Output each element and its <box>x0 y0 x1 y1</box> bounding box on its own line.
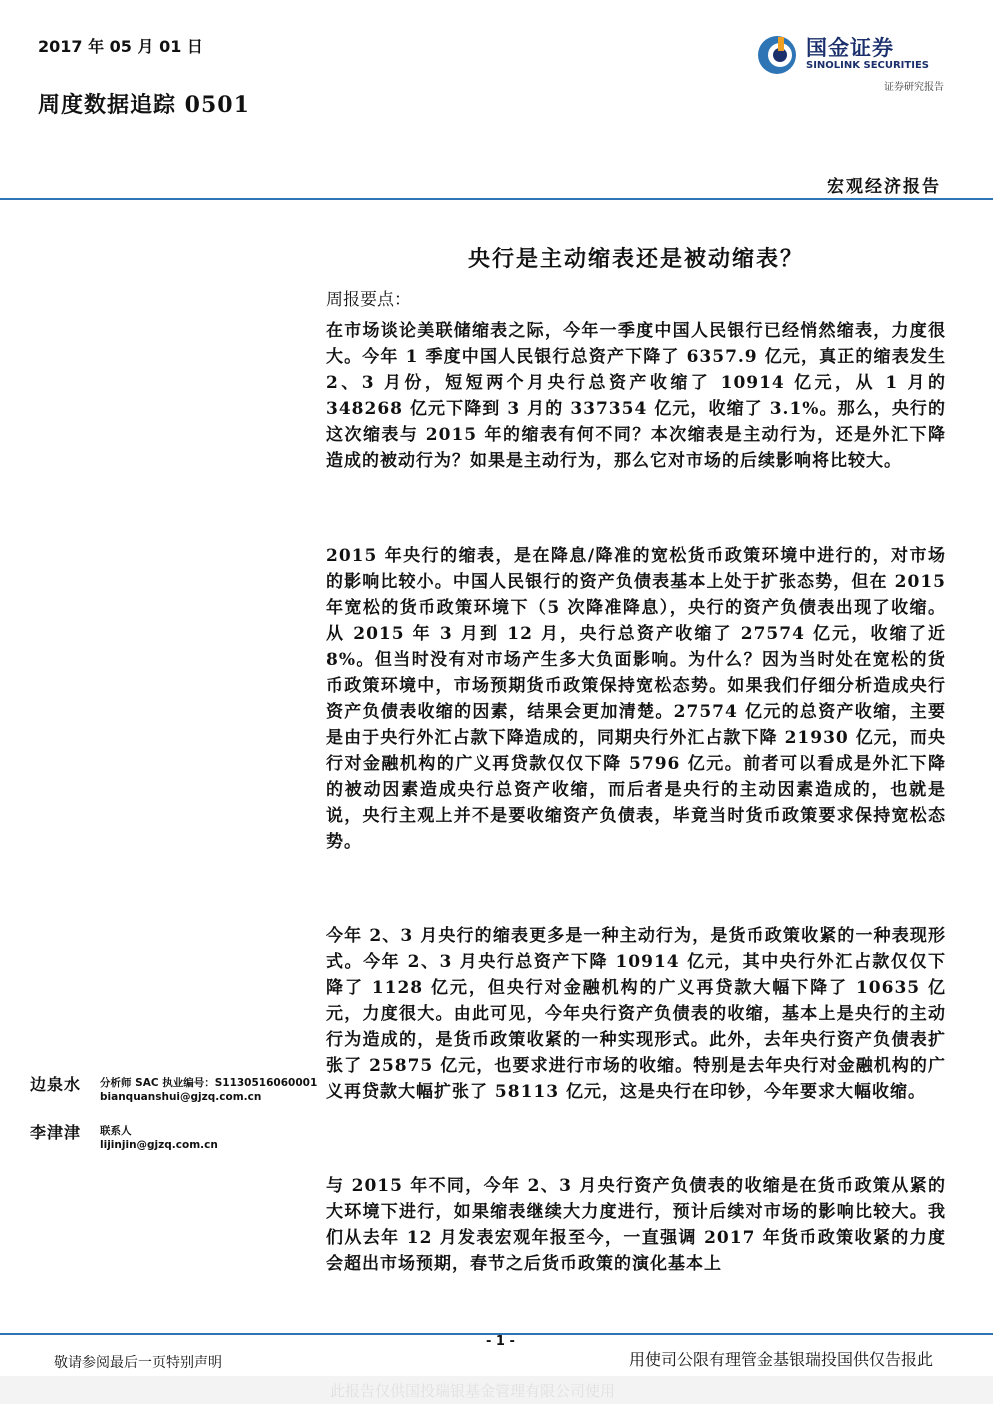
logo-name-cn: 国金证券 <box>806 36 894 60</box>
body-paragraph-1: 在市场谈论美联储缩表之际，今年一季度中国人民银行已经悄然缩表，力度很大。今年 1 季度中国人民银行总资产下降了 6357.9 亿元，真正的缩表发生 2、3 月份，短短两个月央行总资产收缩了 10914 亿元，从 1 月的 348268 亿元下降到 3 月的 337354 亿元，收缩了 3.1%。那么，央行的这次缩表与 2015 年的缩表有何不同？本次缩表是主动行为，还是外汇下降造成的被动行为？如果是主动行为，那么它对市场的后续影响将比较大。 <box>326 321 946 471</box>
logo-name-en: SINOLINK SECURITIES <box>806 60 929 71</box>
body-paragraph-3: 今年 2、3 月央行的缩表更多是一种主动行为，是货币政策收紧的一种表现形式。今年 2、3 月央行总资产下降 10914 亿元，其中央行外汇占款仅仅下降了 1128 亿元，但央行对金融机构的广义再贷款大幅下降了 10635 亿元，力度很大。由此可见，今年央行资产负债表的收缩，基本上是央行的主动行为造成的，是货币政策收紧的一种实现形式。此外，去年央行资产负债表扩张了 25875 亿元，也要求进行市场的收缩。特别是去年央行对金融机构的广义再贷款大幅扩张了 58113 亿元，这是央行在印钞，今年要求大幅收缩。 <box>326 926 946 1102</box>
analyst-name: 李津津 <box>30 1123 82 1142</box>
header-divider <box>0 198 993 200</box>
article-headline: 央行是主动缩表还是被动缩表？ <box>467 246 804 272</box>
analyst-credential: 分析师 SAC 执业编号：S1130516060001 <box>100 1077 318 1089</box>
report-category: 宏观经济报告 <box>827 177 941 197</box>
logo-subtitle: 证券研究报告 <box>884 82 944 93</box>
page-number: - 1 - <box>486 1334 515 1349</box>
body-paragraph-4: 与 2015 年不同，今年 2、3 月央行资产负债表的收缩是在货币政策从紧的大环境下进行，如果缩表继续大力度进行，预计后续对市场的影响比较大。我们从去年 12 月发表宏观年报至今，一直强调 2017 年货币政策收紧的力度会超出市场预期，春节之后货币政策的演化基本上 <box>326 1176 946 1274</box>
usage-note: 用使司公限有理管金基银瑞投国供仅告报此 <box>628 1350 933 1369</box>
analyst-info <box>100 1124 218 1152</box>
analyst-name: 边泉水 <box>30 1075 82 1094</box>
disclaimer-note: 敬请参阅最后一页特别声明 <box>54 1355 222 1371</box>
report-date: 2017 年 05 月 01 日 <box>38 37 203 56</box>
summary-label: 周报要点： <box>326 290 411 310</box>
analyst-role: 联系人 <box>100 1125 132 1137</box>
body-paragraph-2: 2015 年央行的缩表，是在降息/降准的宽松货币政策环境中进行的，对市场的影响比较小。中国人民银行的资产负债表基本上处于扩张态势，但在 2015 年宽松的货币政策环境下（5 次降准降息），央行的资产负债表出现了收缩。从 2015 年 3 月到 12 月，央行总资产收缩了 27574 亿元，收缩了近 8%。但当时没有对市场产生多大负面影响。为什么？因为当时处在宽松的货币政策环境中，市场预期货币政策保持宽松态势。如果我们仔细分析造成央行资产负债表收缩的因素，结果会更加清楚。27574 亿元的总资产收缩，主要是由于央行外汇占款下降造成的，同期央行外汇占款下降 21930 亿元，而央行对金融机构的广义再贷款仅仅下降 5796 亿元。前者可以看成是外汇下降的被动因素造成央行总资产收缩，而后者是央行的主动因素造成的，也就是说，央行主观上并不是要收缩资产负债表，毕竟当时货币政策要求保持宽松态势。 <box>326 546 946 852</box>
analyst-email[interactable]: lijinjin@gjzq.com.cn <box>100 1139 218 1151</box>
company-logo <box>756 32 946 94</box>
sinolink-logo-icon <box>756 34 798 76</box>
analyst-info <box>100 1076 317 1104</box>
analyst-email[interactable]: bianquanshui@gjzq.com.cn <box>100 1091 262 1103</box>
report-title: 周度数据追踪 0501 <box>38 92 250 118</box>
watermark-text: 此报告仅供国投瑞银基金管理有限公司使用 <box>330 1382 616 1400</box>
